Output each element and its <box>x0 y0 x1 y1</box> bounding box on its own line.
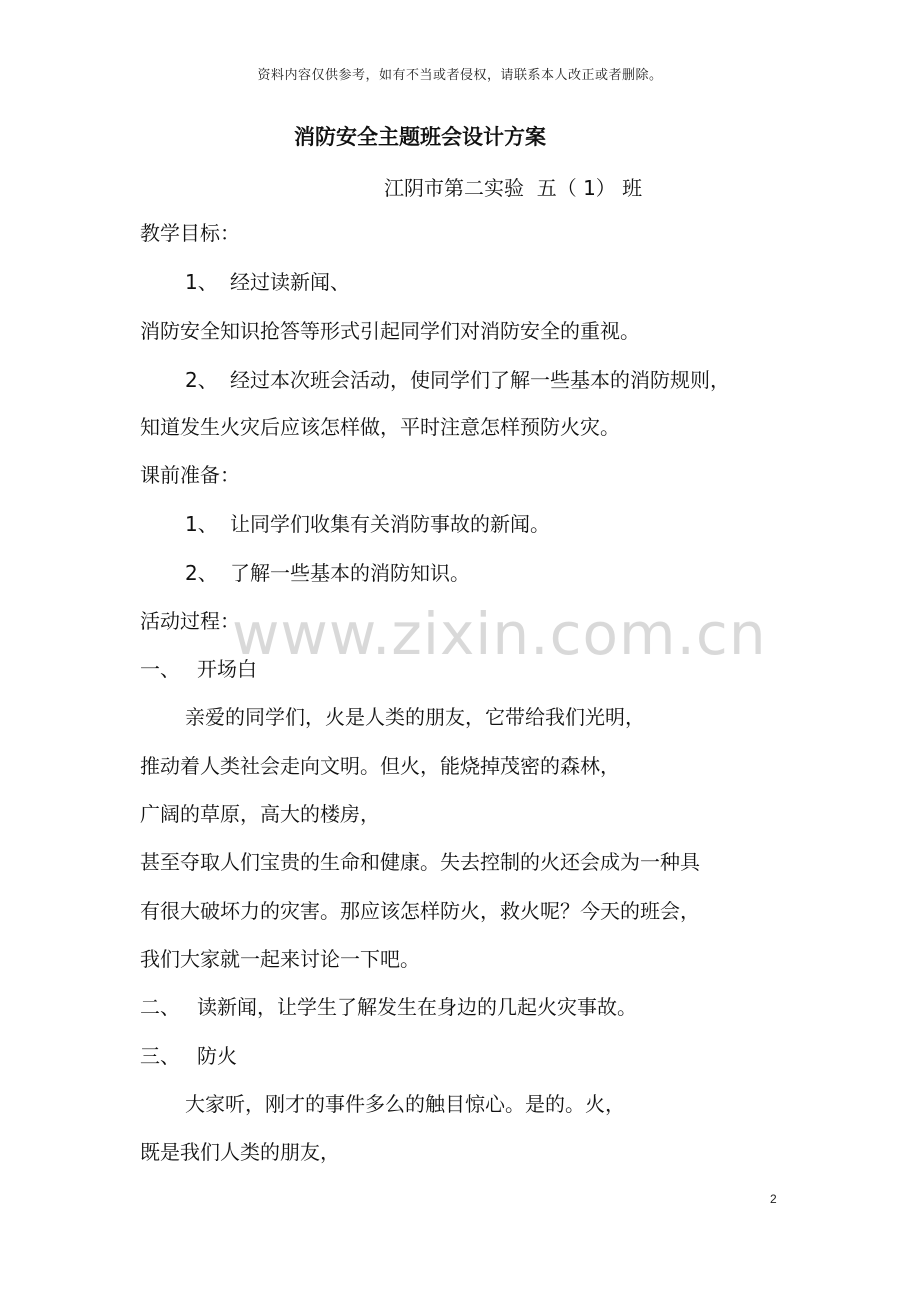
prep-item-2-text: 了解一些基本的消防知识。 <box>230 561 470 585</box>
document-title: 消防安全主题班会设计方案 <box>294 125 546 149</box>
section-1-line-3: 广阔的草原，高大的楼房， <box>140 802 380 826</box>
section-3-title: 防火 <box>197 1044 237 1068</box>
prep-item-1-number: 1、 <box>185 512 218 536</box>
watermark: www.zixin.com.cn <box>232 600 767 668</box>
section-1-line-2: 推动着人类社会走向文明。但火，能烧掉茂密的森林， <box>140 754 620 778</box>
process-heading: 活动过程： <box>140 609 240 633</box>
section-3-number: 三、 <box>140 1044 180 1068</box>
disclaimer-note: 资料内容仅供参考，如有不当或者侵权，请联系本人改正或者删除。 <box>257 68 663 83</box>
section-3-line-1: 大家听，刚才的事件多么的触目惊心。是的。火， <box>185 1092 625 1116</box>
section-3-heading <box>140 1042 237 1070</box>
goal-item-1 <box>185 268 350 296</box>
prep-item-2-number: 2、 <box>185 561 218 585</box>
section-1-line-6: 我们大家就一起来讨论一下吧。 <box>140 947 420 971</box>
prep-item-2 <box>185 559 470 587</box>
document-subtitle: 江阴市第二实验 五（ 1） 班 <box>384 176 643 200</box>
goal-item-2-number: 2、 <box>185 368 218 392</box>
section-1-number: 一、 <box>140 657 180 681</box>
section-2-heading <box>140 993 637 1021</box>
goal-item-2-text: 经过本次班会活动，使同学们了解一些基本的消防规则， <box>230 368 730 392</box>
goal-item-1-continuation: 消防安全知识抢答等形式引起同学们对消防安全的重视。 <box>140 319 640 343</box>
prep-item-1-text: 让同学们收集有关消防事故的新闻。 <box>230 512 550 536</box>
section-2-title: 读新闻，让学生了解发生在身边的几起火灾事故。 <box>197 995 637 1019</box>
section-3-line-2: 既是我们人类的朋友， <box>140 1140 340 1164</box>
section-1-line-4: 甚至夺取人们宝贵的生命和健康。失去控制的火还会成为一种具 <box>140 850 700 874</box>
goal-item-2 <box>185 366 730 394</box>
section-1-title: 开场白 <box>197 657 257 681</box>
goals-heading: 教学目标： <box>140 221 240 245</box>
goal-item-1-text: 经过读新闻、 <box>230 270 350 294</box>
prep-item-1 <box>185 510 550 538</box>
goal-item-2-continuation: 知道发生火灾后应该怎样做，平时注意怎样预防火灾。 <box>140 415 620 439</box>
prep-heading: 课前准备： <box>140 463 240 487</box>
section-1-heading <box>140 655 257 683</box>
page-number: 2 <box>770 1192 777 1206</box>
goal-item-1-number: 1、 <box>185 270 218 294</box>
section-1-line-1: 亲爱的同学们，火是人类的朋友，它带给我们光明， <box>185 705 645 729</box>
section-1-line-5: 有很大破坏力的灾害。那应该怎样防火，救火呢？今天的班会， <box>140 899 700 923</box>
section-2-number: 二、 <box>140 995 180 1019</box>
